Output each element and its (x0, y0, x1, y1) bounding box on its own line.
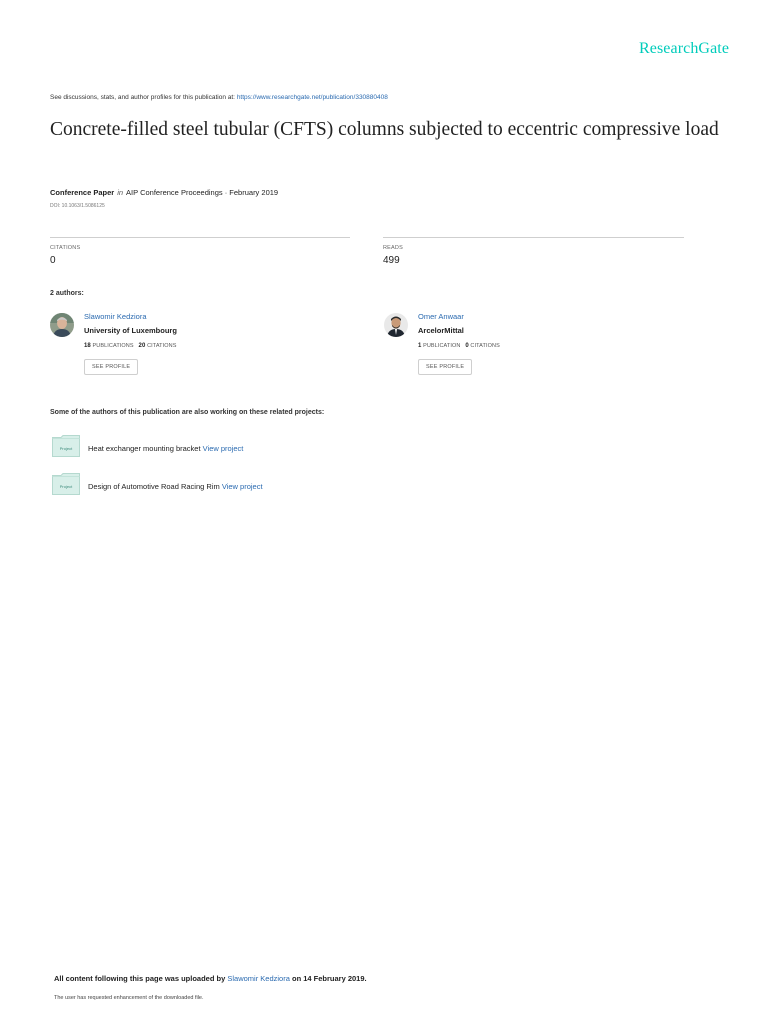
author-institution: University of Luxembourg (84, 326, 177, 335)
project-icon-label: Project (59, 446, 73, 451)
authors-label: 2 authors: (50, 290, 84, 297)
author-stats (418, 343, 500, 349)
discussion-line (50, 94, 388, 101)
see-profile-button[interactable]: SEE PROFILE (84, 359, 138, 375)
researchgate-logo[interactable]: ResearchGate (639, 40, 730, 57)
author-name-link[interactable]: Slawomir Kedziora (84, 312, 147, 321)
author-citations-count: 0 (465, 343, 469, 349)
project-title: Design of Automotive Road Racing Rim (88, 482, 220, 491)
author-citations-label: CITATIONS (470, 343, 500, 349)
enhancement-note: The user has requested enhancement of the downloaded file. (54, 995, 204, 1001)
uploaded-prefix: All content following this page was uploaded by (54, 974, 226, 983)
avatar[interactable] (384, 313, 408, 337)
publication-url-link[interactable]: https://www.researchgate.net/publication/330880408 (236, 94, 388, 101)
author-photo-icon (384, 313, 408, 337)
doi: DOI: 10.1063/1.5086125 (50, 203, 105, 209)
project-item (88, 482, 263, 491)
publication-meta (50, 188, 278, 197)
project-icon (52, 435, 80, 457)
view-project-link[interactable]: View project (221, 482, 263, 491)
related-projects-label: Some of the authors of this publication are also working on these related projects: (50, 409, 325, 416)
author-institution: ArcelorMittal (418, 326, 464, 335)
citations-label: CITATIONS (50, 245, 81, 251)
citations-divider (50, 237, 350, 238)
project-folder-icon (52, 435, 80, 457)
publication-title: Concrete-filled steel tubular (CFTS) columns subjected to eccentric compressive load (50, 119, 719, 140)
author-photo-icon (50, 313, 74, 337)
uploader-link[interactable]: Slawomir Kedziora (227, 974, 290, 983)
avatar[interactable] (50, 313, 74, 337)
author-publications-label: PUBLICATION (423, 343, 461, 349)
author-publications-label: PUBLICATIONS (92, 343, 134, 349)
see-profile-button[interactable]: SEE PROFILE (418, 359, 472, 375)
view-project-link[interactable]: View project (202, 444, 244, 453)
reads-value: 499 (383, 255, 400, 266)
project-item (88, 444, 243, 453)
author-citations-label: CITATIONS (147, 343, 177, 349)
project-icon-label: Project (59, 484, 73, 489)
uploaded-suffix: on 14 February 2019. (291, 974, 367, 983)
project-title: Heat exchanger mounting bracket (88, 444, 201, 453)
author-stats (84, 343, 176, 349)
project-folder-icon (52, 473, 80, 495)
uploaded-by-line (54, 974, 367, 983)
reads-divider (383, 237, 684, 238)
author-publications-count: 1 (418, 343, 422, 349)
author-citations-count: 20 (138, 343, 146, 349)
discussion-prefix: See discussions, stats, and author profiles for this publication at: (50, 94, 235, 101)
publication-type: Conference Paper (50, 188, 115, 197)
publication-venue: AIP Conference Proceedings · February 2019 (126, 188, 279, 197)
project-icon (52, 473, 80, 495)
citations-value: 0 (50, 255, 56, 266)
reads-label: READS (383, 245, 403, 251)
author-name-link[interactable]: Omer Anwaar (418, 312, 464, 321)
author-publications-count: 18 (84, 343, 91, 349)
meta-in: in (117, 188, 124, 197)
